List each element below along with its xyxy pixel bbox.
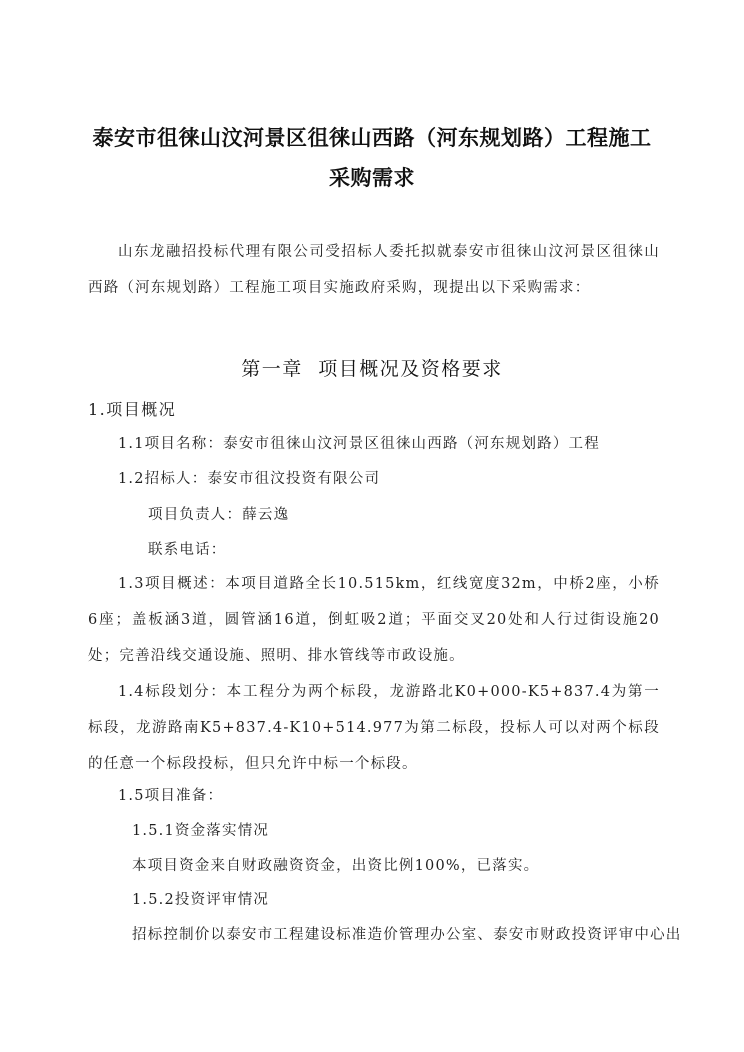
document-title-line2: 采购需求	[329, 166, 415, 190]
section-heading-project-overview: 1.项目概况	[88, 400, 177, 419]
item-fund-status-text: 本项目资金来自财政融资资金，出资比例100%，已落实。	[132, 858, 540, 874]
item-project-name: 1.1项目名称：泰安市徂徕山汶河景区徂徕山西路（河东规划路）工程	[118, 436, 600, 452]
item-project-preparation: 1.5项目准备：	[118, 788, 224, 804]
item-project-summary: 1.3项目概述：本项目道路全长10.515km，红线宽度32m，中桥2座，小桥6座；盖板涵3道，圆管涵16道，倒虹吸2道；平面交叉20处和人行过街设施20处；完善沿线交通设施、照明、排水管线等市政设施。	[88, 576, 660, 664]
chapter-number: 第一章	[241, 358, 303, 380]
item-fund-status-heading: 1.5.1资金落实情况	[132, 823, 270, 839]
chapter-subtitle: 项目概况及资格要求	[318, 358, 503, 380]
intro-paragraph: 山东龙融招投标代理有限公司受招标人委托拟就泰安市徂徕山汶河景区徂徕山西路（河东规划路）工程施工项目实施政府采购，现提出以下采购需求：	[88, 244, 660, 296]
item-tenderer: 1.2招标人：泰安市徂汶投资有限公司	[118, 471, 381, 487]
item-investment-review-text: 招标控制价以泰安市工程建设标准造价管理办公室、泰安市财政投资评审中心出	[132, 927, 682, 943]
item-lot-division: 1.4标段划分：本工程分为两个标段，龙游路北K0+000-K5+837.4为第一标段，龙游路南K5+837.4-K10+514.977为第二标段，投标人可以对两个标段的任意一个标段投标，但只允许中标一个标段。	[88, 684, 660, 772]
contact-phone: 联系电话：	[148, 542, 227, 558]
item-investment-review-heading: 1.5.2投资评审情况	[132, 892, 270, 908]
project-lead: 项目负责人：薛云逸	[148, 507, 290, 523]
chapter-heading	[0, 354, 744, 381]
document-title-line1: 泰安市徂徕山汶河景区徂徕山西路（河东规划路）工程施工	[92, 126, 652, 150]
